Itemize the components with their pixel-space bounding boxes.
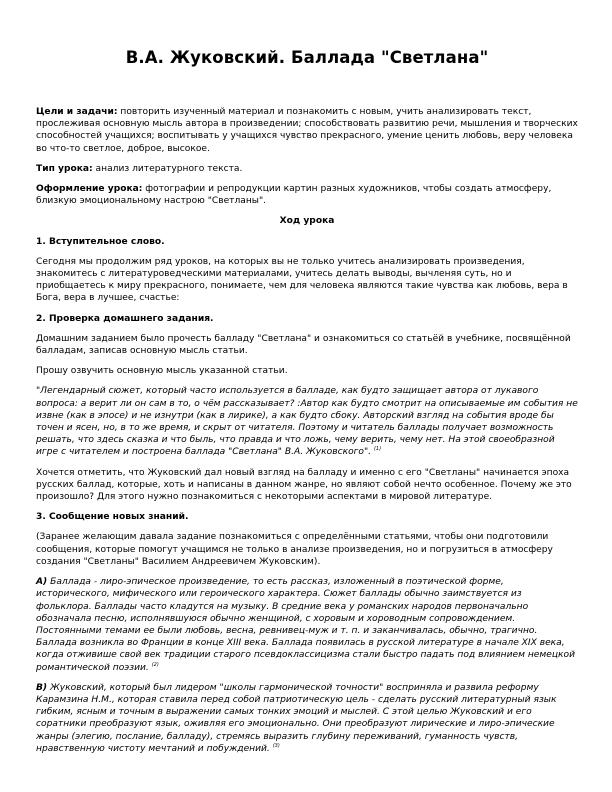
item-a-text: Баллада - лиро-эпическое произведение, то есть рассказ, изложенный в поэтической форме, исторического, мифического или героического характера. Сюжет баллады обычно заимствуется из фольклора. Баллады часто кладутся на музыку. В средние века у романских народов первоначально обозначала песню, исполнявшуюся обычно женщиной, с хоровым и хороводным сопровождением. Постоянными темами ее были любовь, весна, ревнивец-муж и т. п. и заканчивалась, обычно, трагично. Баллада возникла во Франции в конце XIII века. Баллада появилась в русской литературе в начале XIX века, когда отживише свой век традиции старого псевдоклассицизма стали быстро падать под влиянием немецкой романтической поэзии. <box>36 577 575 673</box>
goals-label: Цели и задачи: <box>36 107 118 117</box>
lesson-type-label: Тип урока: <box>36 163 93 174</box>
design-label: Оформление урока: <box>36 184 143 195</box>
item-b-text: Жуковский, который был лидером "школы гармонической точности" восприняла и развила реформу Карамзина Н.М., которая ставила перед собой патриотическую цель - сделать русский литературный язык гибким, ясным и точным в выражении самых тонких эмоций и мыслей. С этой целью Жуковский и его соратники преобразуют язык, оживляя его эмоционально. Они преобразуют лирические и лиро-эпические жанры (элегию, послание, балладу), стремясь выразить глубину переживаний, гуманность чувств, нравственную чистоту мечтаний и побуждений. <box>36 682 557 754</box>
section1-text: Сегодня мы продолжим ряд уроков, на которых вы не только учитесь анализировать произведения, знакомитесь с литературоведческими материалами, учитесь делать выводы, вычленяя суть, но и приобщаетесь к миру прекрасного, понимаете, чем для человека являются такие чувства как любовь, вера в Бога, вера в лучшее, счастье: <box>36 256 568 304</box>
goals-paragraph <box>36 106 578 155</box>
course-heading: Ход урока <box>279 216 335 227</box>
section2-text3: Хочется отметить, что Жуковский дал новый взгляд на балладу и именно с его "Светланы" начинается эпоха русских баллад, которые, хоть и написаны в данном жанре, но являют собой нечто особенное. Почему же это произошло? Для этого нужно познакомиться с некоторыми аспектами в мировой литературе. <box>36 467 572 503</box>
section2-text1: Домашним заданием было прочесть балладу "Светлана" и ознакомиться со статьёй в учебнике, посвящённой балладам, записав основную мысль статьи. <box>36 333 571 357</box>
lesson-type-text: анализ литературного текста. <box>92 163 243 174</box>
page-title: В.А. Жуковский. Баллада "Светлана" <box>125 48 489 67</box>
quote-text: "Легендарный сюжет, который часто используется в балладе, как будто защищает автора от лукавого вопроса: а верит ли он сам в то, о чём рассказывает? :Автор как будто смотрит на описываемые им события не извне (как в эпосе) и не изнутри (как в лирике), а как будто сбоку. Авторский взгляд на события вроде бы точен и ясен, но, в то же время, и скрыт от читателя. Поэтому и читатель баллады получает возможность решать, что здесь сказка и что быль, что правда и что ложь, чему верить, чему нет. На этой своеобразной игре с читателем и построена баллада "Светлана" В.А. Жуковского". <box>36 386 578 458</box>
design-text: фотографии и репродукции картин разных художников, чтобы создать атмосферу, близкую эмоциональному настрою "Светланы". <box>36 184 552 207</box>
item-b-footnote: (3) <box>272 742 280 749</box>
section3-item-b <box>36 682 578 755</box>
item-b-label: В) <box>36 682 48 693</box>
quote-footnote: (1) <box>373 446 382 453</box>
section2-text2: Прошу озвучить основную мысль указанной статьи. <box>36 366 288 377</box>
section3-heading: 3. Сообщение новых знаний. <box>36 512 189 523</box>
lesson-type-paragraph <box>36 163 578 175</box>
item-a-footnote: (2) <box>151 661 159 668</box>
goals-text: повторить изученный материал и познакомить с новым, учить анализировать текст, прослеживая основную мысль автора в произведении; способствовать развитию речи, мышления и творческих способностей учащихся; воспитывать у учащихся чувство прекрасного, умение ценить любовь, веру человека во что-то светлое, доброе, высокое. <box>36 107 578 154</box>
section3-text: (Заранее желающим давала задание познакомиться с определёнными статьями, чтобы они подготовили сообщения, которые помогут учащимся не только в анализе произведения, но и погрузиться в атмосферу создания "Светланы" Василием Андреевичем Жуковским). <box>36 532 553 567</box>
section1-heading: 1. Вступительное слово. <box>36 236 165 247</box>
section2-heading: 2. Проверка домашнего задания. <box>36 313 214 324</box>
item-a-label: А) <box>36 577 48 588</box>
section2-quote <box>36 385 578 458</box>
design-paragraph <box>36 183 578 207</box>
section3-item-a <box>36 576 578 674</box>
